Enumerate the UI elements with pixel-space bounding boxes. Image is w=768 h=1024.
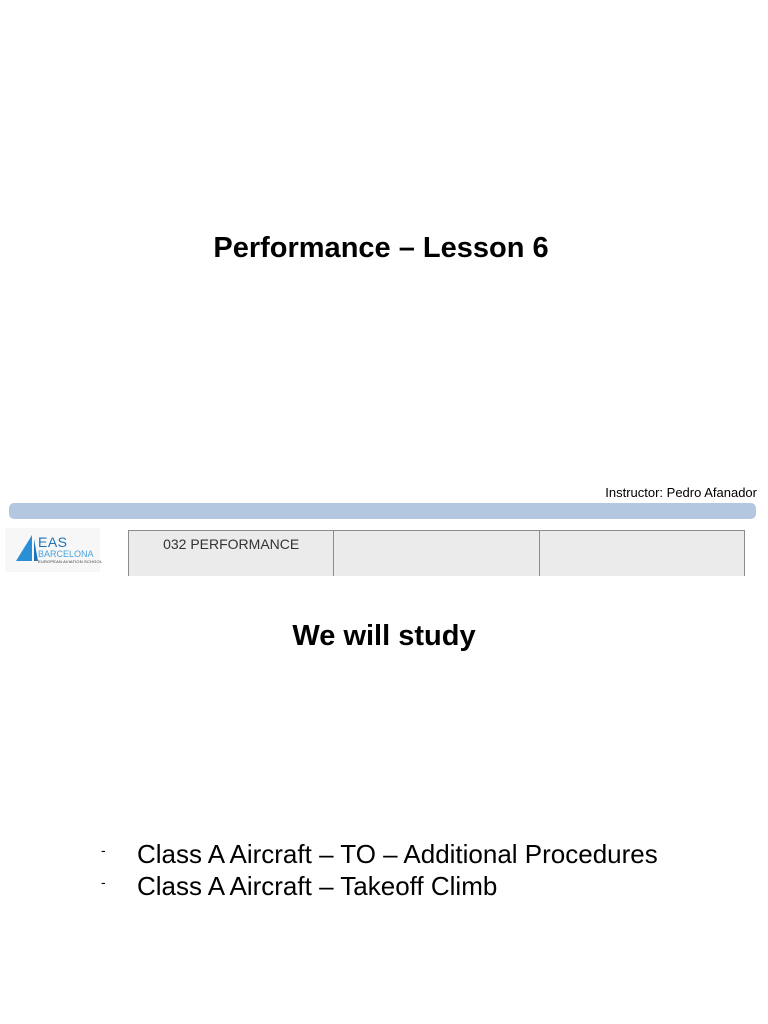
slide-2	[0, 576, 768, 1024]
header-table	[128, 530, 745, 576]
bullet-list	[101, 838, 658, 902]
header-cell-subject: 032 PERFORMANCE	[129, 531, 334, 576]
slide-title	[0, 232, 768, 265]
list-item	[101, 870, 658, 902]
logo-brand: EAS	[38, 534, 68, 550]
logo-tagline: EUROPEAN AVIATION SCHOOL	[38, 559, 103, 564]
sail-icon	[14, 535, 38, 563]
list-item	[101, 838, 658, 870]
header-cell-3	[540, 531, 744, 576]
slide-title: We will study	[292, 620, 476, 652]
logo-city: BARCELONA	[38, 549, 94, 559]
bullet-text: Class A Aircraft – Takeoff Climb	[137, 871, 498, 901]
slide-title-text: Performance – Lesson 6	[213, 232, 549, 264]
eas-logo	[5, 528, 103, 572]
bullet-marker: -	[101, 874, 106, 890]
header-band	[9, 503, 756, 519]
bullet-marker: -	[101, 842, 106, 858]
instructor-label: Instructor: Pedro Afanador	[605, 485, 757, 500]
header-cell-2	[334, 531, 539, 576]
bullet-text: Class A Aircraft – TO – Additional Procedures	[137, 839, 658, 869]
